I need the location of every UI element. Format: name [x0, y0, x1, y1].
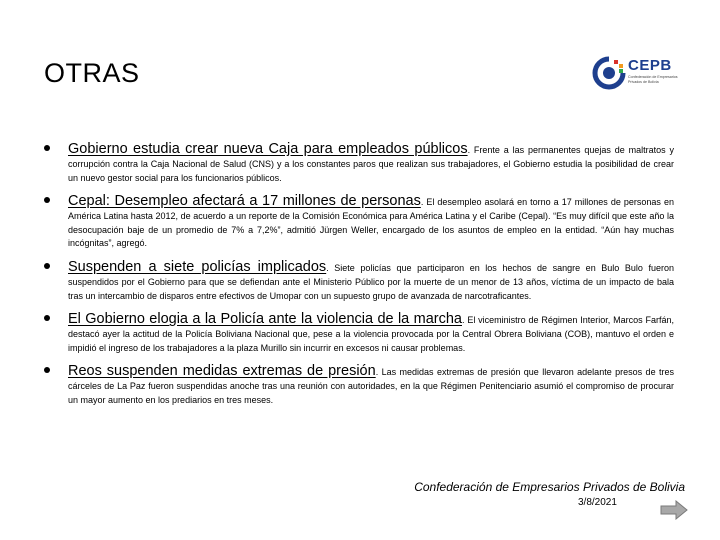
bullet-icon	[44, 367, 50, 373]
news-body: . Siete policías que participaron en los hechos de sangre en Bulo Bulo fueron suspendidos por el Gobierno para que se defiendan ante el Ministerio Público por la muerte de un menor de 13 años, víctima de un impacto de bala tras un intercambio de disparos entre efectivos de Umopar con un supuesto grupo de avanzada de narcotraficantes.	[68, 262, 674, 301]
news-item	[44, 258, 674, 303]
cepb-logo-icon	[592, 56, 626, 90]
next-slide-arrow-icon[interactable]	[660, 500, 688, 520]
news-body: . Frente a las permanentes quejas de maltratos y corrupción contra la Caja Nacional de Salud (CNS) y a los constantes paros que realizan sus trabajadores, el Gobierno estudia la posibilidad de crear un nuevo gestor social para los funcionarios públicos.	[68, 145, 674, 183]
news-headline: Cepal: Desempleo afectará a 17 millones de personas	[68, 193, 421, 210]
news-headline: Reos suspenden medidas extremas de presión	[68, 363, 376, 380]
news-body: . El viceministro de Régimen Interior, Marcos Farfán, destacó ayer la actitud de la Policía Boliviana Nacional que, pese a la violencia provocada por la Central Obrera Boliviana (COB), mantuvo el orden e impidió el ingreso de los trabajadores a la plaza Murillo sin incurrir en excesos ni causar problemas.	[68, 315, 674, 353]
bullet-icon	[44, 145, 50, 151]
footer-organization: Confederación de Empresarios Privados de Bolivia	[414, 480, 685, 494]
logo-text: CEPB	[628, 57, 672, 74]
bullet-icon	[44, 197, 50, 203]
news-item	[44, 140, 674, 185]
bullet-icon	[44, 315, 50, 321]
news-body: . Las medidas extremas de presión que llevaron adelante presos de tres cárceles de La Paz fueron suspendidas anoche tras una reunión con autoridades, en la que Régimen Penitenciario asumió el compromiso de procurar un mayor aumento en los prediarios en tres meses.	[68, 367, 674, 405]
news-item	[44, 192, 674, 251]
news-list	[44, 140, 674, 415]
news-headline: Suspenden a siete policías implicados	[68, 258, 327, 275]
news-item	[44, 362, 674, 407]
news-headline: Gobierno estudia crear nueva Caja para empleados públicos	[68, 141, 468, 157]
footer-date: 3/8/2021	[578, 497, 617, 508]
news-headline: El Gobierno elogia a la Policía ante la violencia de la marcha	[68, 311, 462, 328]
news-body: . El desempleo asolará en torno a 17 millones de personas en América Latina hasta 2012, de acuerdo a un reporte de la Comisión Económica para América Latina y el Caribe (Cepal). “Es muy difícil que este año la desocupación baje de un promedio de 7% a 7,2%”, admitió Jürgen Weller, encargado de los asuntos de empleo en la entidad. “Aún hay muchas incógnitas”, agregó.	[68, 197, 674, 249]
cepb-logo	[592, 56, 680, 92]
news-item	[44, 310, 674, 355]
logo-subtext: Confederación de Empresarios Privados de Bolivia	[628, 75, 678, 84]
slide-title: OTRAS	[44, 58, 140, 88]
bullet-icon	[44, 263, 50, 269]
